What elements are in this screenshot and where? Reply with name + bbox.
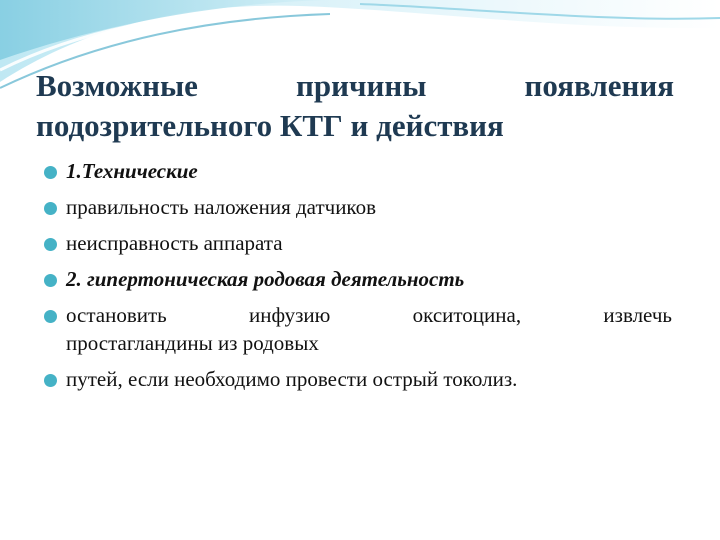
bullet-dot-icon (44, 310, 57, 323)
list-item (44, 301, 672, 357)
bullet-dot-icon (44, 274, 57, 287)
list-item (44, 265, 672, 293)
list-item-text-line-2: простагландины из родовых (66, 331, 319, 355)
slide-title-line-1: Возможные причины появления (36, 68, 674, 103)
bullet-dot-icon (44, 202, 57, 215)
slide-title-line-2: подозрительного КТГ и действия (36, 108, 504, 143)
bullet-dot-icon (44, 166, 57, 179)
list-item-text: 1.Технические (66, 159, 198, 183)
list-item-text: правильность наложения датчиков (66, 195, 376, 219)
list-item (44, 157, 672, 185)
list-item (44, 193, 672, 221)
slide-title (36, 66, 674, 146)
list-item-text: 2. гипертоническая родовая деятельность (66, 267, 465, 291)
list-item-text: путей, если необходимо провести острый токолиз. (66, 367, 518, 391)
bullet-dot-icon (44, 374, 57, 387)
list-item (44, 229, 672, 257)
list-item-text: неисправность аппарата (66, 231, 283, 255)
bullet-list (44, 157, 672, 401)
list-item (44, 365, 672, 393)
list-item-text-line-1: остановить инфузию окситоцина, извлечь (66, 303, 672, 327)
bullet-dot-icon (44, 238, 57, 251)
